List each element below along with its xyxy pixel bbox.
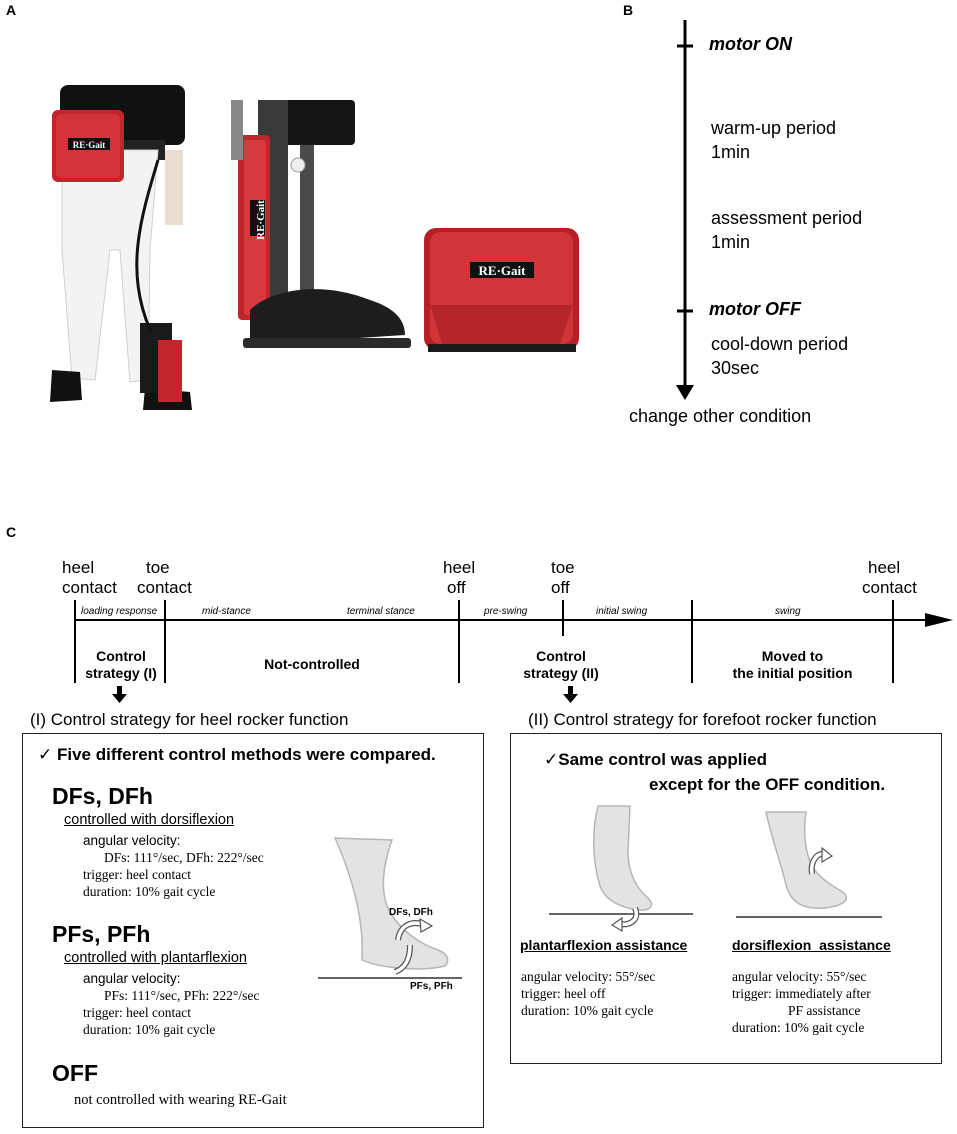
segment-control-strategy-2: Control strategy (II) — [523, 648, 599, 681]
brand-logo: RE·Gait — [478, 263, 526, 278]
motor-on-label: motor ON — [709, 34, 792, 54]
event-heel-contact-1: heel contact — [62, 558, 117, 597]
pfs-av-values: PFs: 111°/sec, PFh: 222°/sec — [104, 988, 260, 1003]
pfs-duration: duration: 10% gait cycle — [83, 1022, 216, 1037]
strategy1-note: ✓ Five different control methods were compared. — [38, 745, 436, 764]
dfs-subtitle: controlled with dorsiflexion — [64, 812, 235, 828]
assessment-time: 1min — [711, 232, 751, 252]
event-toe-off: toe off — [551, 558, 575, 597]
cooldown-time: 30sec — [711, 358, 760, 378]
dfs-trigger: trigger: heel contact — [83, 867, 191, 882]
pf-trigger: trigger: heel off — [521, 986, 606, 1001]
panel-label-c: C — [6, 524, 17, 540]
df-assistance-title: dorsiflexion assistance — [732, 937, 891, 953]
warmup-time: 1min — [711, 142, 751, 162]
event-heel-off: heel off — [443, 558, 476, 597]
off-subtitle: not controlled with wearing RE-Gait — [74, 1092, 287, 1108]
pfs-title: PFs, PFh — [52, 921, 151, 947]
pf-av: angular velocity: 55°/sec — [521, 969, 656, 984]
df-av: angular velocity: 55°/sec — [732, 969, 867, 984]
pfs-trigger: trigger: heel contact — [83, 1005, 191, 1020]
panel-label-b: B — [623, 2, 634, 18]
assessment-label: assessment period — [711, 208, 863, 228]
foot-label-pf: PFs, PFh — [410, 981, 453, 992]
dfs-title: DFs, DFh — [52, 783, 153, 809]
dfs-av-values: DFs: 111°/sec, DFh: 222°/sec — [104, 850, 264, 865]
change-condition-label: change other condition — [629, 406, 812, 426]
phase-pre-swing: pre-swing — [484, 606, 528, 617]
strategy2-note-1: ✓Same control was applied — [544, 750, 768, 769]
pf-assistance-title: plantarflexion assistance — [520, 937, 688, 953]
dfs-av-label: angular velocity: — [83, 833, 181, 848]
df-trigger: trigger: immediately after — [732, 986, 871, 1001]
phase-terminal-stance: terminal stance — [347, 606, 415, 617]
df-trigger-2: PF assistance — [788, 1003, 861, 1018]
phase-mid-stance: mid-stance — [202, 606, 251, 617]
off-title: OFF — [52, 1060, 98, 1086]
segment-control-strategy-1: Control strategy (I) — [85, 648, 157, 681]
event-heel-contact-2: heel contact — [862, 558, 917, 597]
warmup-label: warm-up period — [711, 118, 837, 138]
strategy2-heading: (II) Control strategy for forefoot rocker function — [528, 710, 877, 729]
segment-moved-initial: Moved to the initial position — [732, 648, 853, 681]
pf-duration: duration: 10% gait cycle — [521, 1003, 654, 1018]
event-toe-contact: toe contact — [137, 558, 192, 597]
df-duration: duration: 10% gait cycle — [732, 1020, 865, 1035]
strategy1-heading: (I) Control strategy for heel rocker function — [30, 710, 349, 729]
phase-swing: swing — [775, 606, 801, 617]
strategy2-note-2: except for the OFF condition. — [649, 775, 886, 794]
segment-not-controlled: Not-controlled — [264, 656, 360, 672]
cooldown-label: cool-down period — [711, 334, 849, 354]
svg-text:RE·Gait: RE·Gait — [255, 200, 267, 240]
phase-initial-swing: initial swing — [596, 606, 648, 617]
pfs-av-label: angular velocity: — [83, 971, 181, 986]
pfs-subtitle: controlled with plantarflexion — [64, 950, 247, 966]
panel-label-a: A — [6, 2, 17, 18]
dfs-duration: duration: 10% gait cycle — [83, 884, 216, 899]
motor-off-label: motor OFF — [709, 299, 801, 319]
foot-label-df: DFs, DFh — [389, 907, 433, 918]
svg-text:RE·Gait: RE·Gait — [72, 140, 106, 150]
phase-loading-response: loading response — [81, 606, 158, 617]
